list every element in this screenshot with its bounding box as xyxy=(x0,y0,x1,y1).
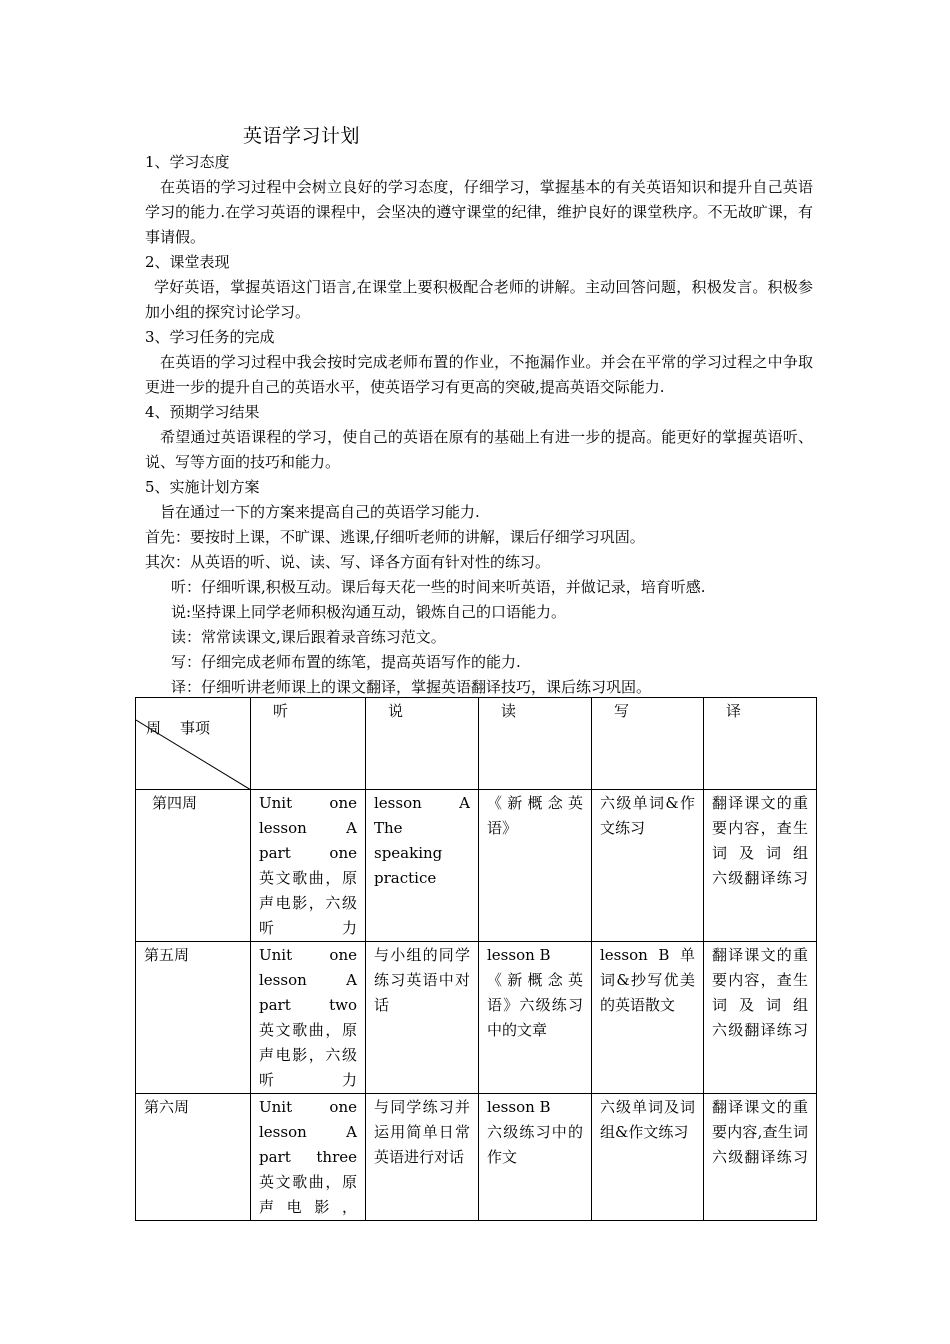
cell-line: 翻译课文的重要内容,查生词 xyxy=(712,1098,808,1141)
listen-cell xyxy=(251,1094,366,1221)
header-cell: 译 xyxy=(704,698,817,790)
translate-cell xyxy=(704,1094,817,1221)
section-paragraph: 学好英语，掌握英语这门语言,在课堂上要积极配合老师的讲解。主动回答问题，积极发言。积极参加小组的探究讨论学习。 xyxy=(145,278,813,321)
section-heading: 1、学习态度 xyxy=(145,153,230,171)
corner-item-label: 事项 xyxy=(180,719,211,737)
plan-listen: 听：仔细听课,积极互动。课后每天花一些的时间来听英语，并做记录，培育听感. xyxy=(171,578,706,596)
corner-week-label: 周 xyxy=(146,719,162,737)
section-paragraph: 希望通过英语课程的学习，使自己的英语在原有的基础上有进一步的提高。能更好的掌握英语听、说、写等方面的技巧和能力。 xyxy=(145,428,813,471)
section-paragraph: 在英语的学习过程中我会按时完成老师布置的作业，不拖漏作业。并会在平常的学习过程之中争取更进一步的提升自己的英语水平，使英语学习有更高的突破,提高英语交际能力. xyxy=(145,353,813,396)
document-title: 英语学习计划 xyxy=(243,125,361,147)
week-cell: 第五周 xyxy=(136,942,251,1094)
speak-cell xyxy=(366,1094,479,1221)
cell-line: lesson A The speaking practice xyxy=(374,794,470,887)
header-cell: 写 xyxy=(592,698,704,790)
cell-line: 六级翻译练习 xyxy=(712,1021,808,1039)
corner-cell xyxy=(136,698,251,790)
translate-cell xyxy=(704,942,817,1094)
cell-line: 六级单词及词组&作文练习 xyxy=(600,1098,695,1141)
listen-cell xyxy=(251,790,366,942)
cell-line: 翻译课文的重要内容，查生词及词组 xyxy=(712,794,808,862)
section-heading: 5、实施计划方案 xyxy=(145,478,260,496)
cell-line: Unit one lesson A part one xyxy=(259,794,357,862)
section-heading: 3、学习任务的完成 xyxy=(145,328,275,346)
section-heading: 2、课堂表现 xyxy=(145,253,230,271)
weekly-plan-table xyxy=(135,697,817,1221)
read-cell xyxy=(479,790,592,942)
table-row xyxy=(136,1094,817,1221)
cell-line: 与小组的同学练习英语中对话 xyxy=(374,946,470,1014)
week-cell: 第四周 xyxy=(136,790,251,942)
header-cell: 读 xyxy=(479,698,592,790)
cell-line: 六级翻译练习 xyxy=(712,869,808,887)
header-cell: 听 xyxy=(251,698,366,790)
speak-cell xyxy=(366,942,479,1094)
cell-line: lesson B xyxy=(487,946,551,964)
plan-read: 读：常常读课文,课后跟着录音练习范文。 xyxy=(171,628,446,646)
week-cell: 第六周 xyxy=(136,1094,251,1221)
cell-line: 《新概念英语》 xyxy=(487,794,583,837)
section-paragraph: 在英语的学习过程中会树立良好的学习态度，仔细学习，掌握基本的有关英语知识和提升自己英语学习的能力.在学习英语的课程中，会坚决的遵守课堂的纪律，维护良好的课堂秩序。不无故旷课，有事请假。 xyxy=(145,178,813,246)
header-cell: 说 xyxy=(366,698,479,790)
table-row xyxy=(136,942,817,1094)
translate-cell xyxy=(704,790,817,942)
cell-line: 翻译课文的重要内容，查生词及词组 xyxy=(712,946,808,1014)
table-header-row xyxy=(136,698,817,790)
plan-first: 首先：要按时上课，不旷课、逃课,仔细听老师的讲解，课后仔细学习巩固。 xyxy=(145,528,645,546)
write-cell xyxy=(592,790,704,942)
section-heading: 4、预期学习结果 xyxy=(145,403,260,421)
read-cell xyxy=(479,1094,592,1221)
speak-cell xyxy=(366,790,479,942)
cell-line: Unit one lesson A part three xyxy=(259,1098,357,1166)
write-cell xyxy=(592,942,704,1094)
cell-line: 六级翻译练习 xyxy=(712,1148,808,1166)
section-paragraph: 旨在通过一下的方案来提高自己的英语学习能力. xyxy=(160,503,480,521)
cell-line: 《新概念英语》六级练习中的文章 xyxy=(487,971,583,1039)
plan-speak: 说:坚持课上同学老师积极沟通互动，锻炼自己的口语能力。 xyxy=(171,603,567,621)
plan-translate: 译：仔细听讲老师课上的课文翻译，掌握英语翻译技巧，课后练习巩固。 xyxy=(171,678,652,696)
cell-line: lesson B xyxy=(487,1098,551,1116)
read-cell xyxy=(479,942,592,1094)
plan-second: 其次：从英语的听、说、读、写、译各方面有针对性的练习。 xyxy=(145,553,551,571)
cell-line: 英文歌曲，原声电影，六级听力 xyxy=(259,869,357,937)
cell-line: 六级单词&作文练习 xyxy=(600,794,695,837)
plan-write: 写：仔细完成老师布置的练笔，提高英语写作的能力. xyxy=(171,653,521,671)
cell-line: 英文歌曲，原声电影，六级听力 xyxy=(259,1021,357,1089)
listen-cell xyxy=(251,942,366,1094)
cell-line: lesson B 单词&抄写优美的英语散文 xyxy=(600,946,695,1014)
cell-line: 六级练习中的作文 xyxy=(487,1123,583,1166)
cell-line: 英文歌曲，原声电影， xyxy=(259,1173,357,1216)
table-row xyxy=(136,790,817,942)
diagonal-line xyxy=(136,698,251,790)
write-cell xyxy=(592,1094,704,1221)
document-body xyxy=(145,150,813,700)
cell-line: 与同学练习并运用简单日常英语进行对话 xyxy=(374,1098,470,1166)
cell-line: Unit one lesson A part two xyxy=(259,946,357,1014)
